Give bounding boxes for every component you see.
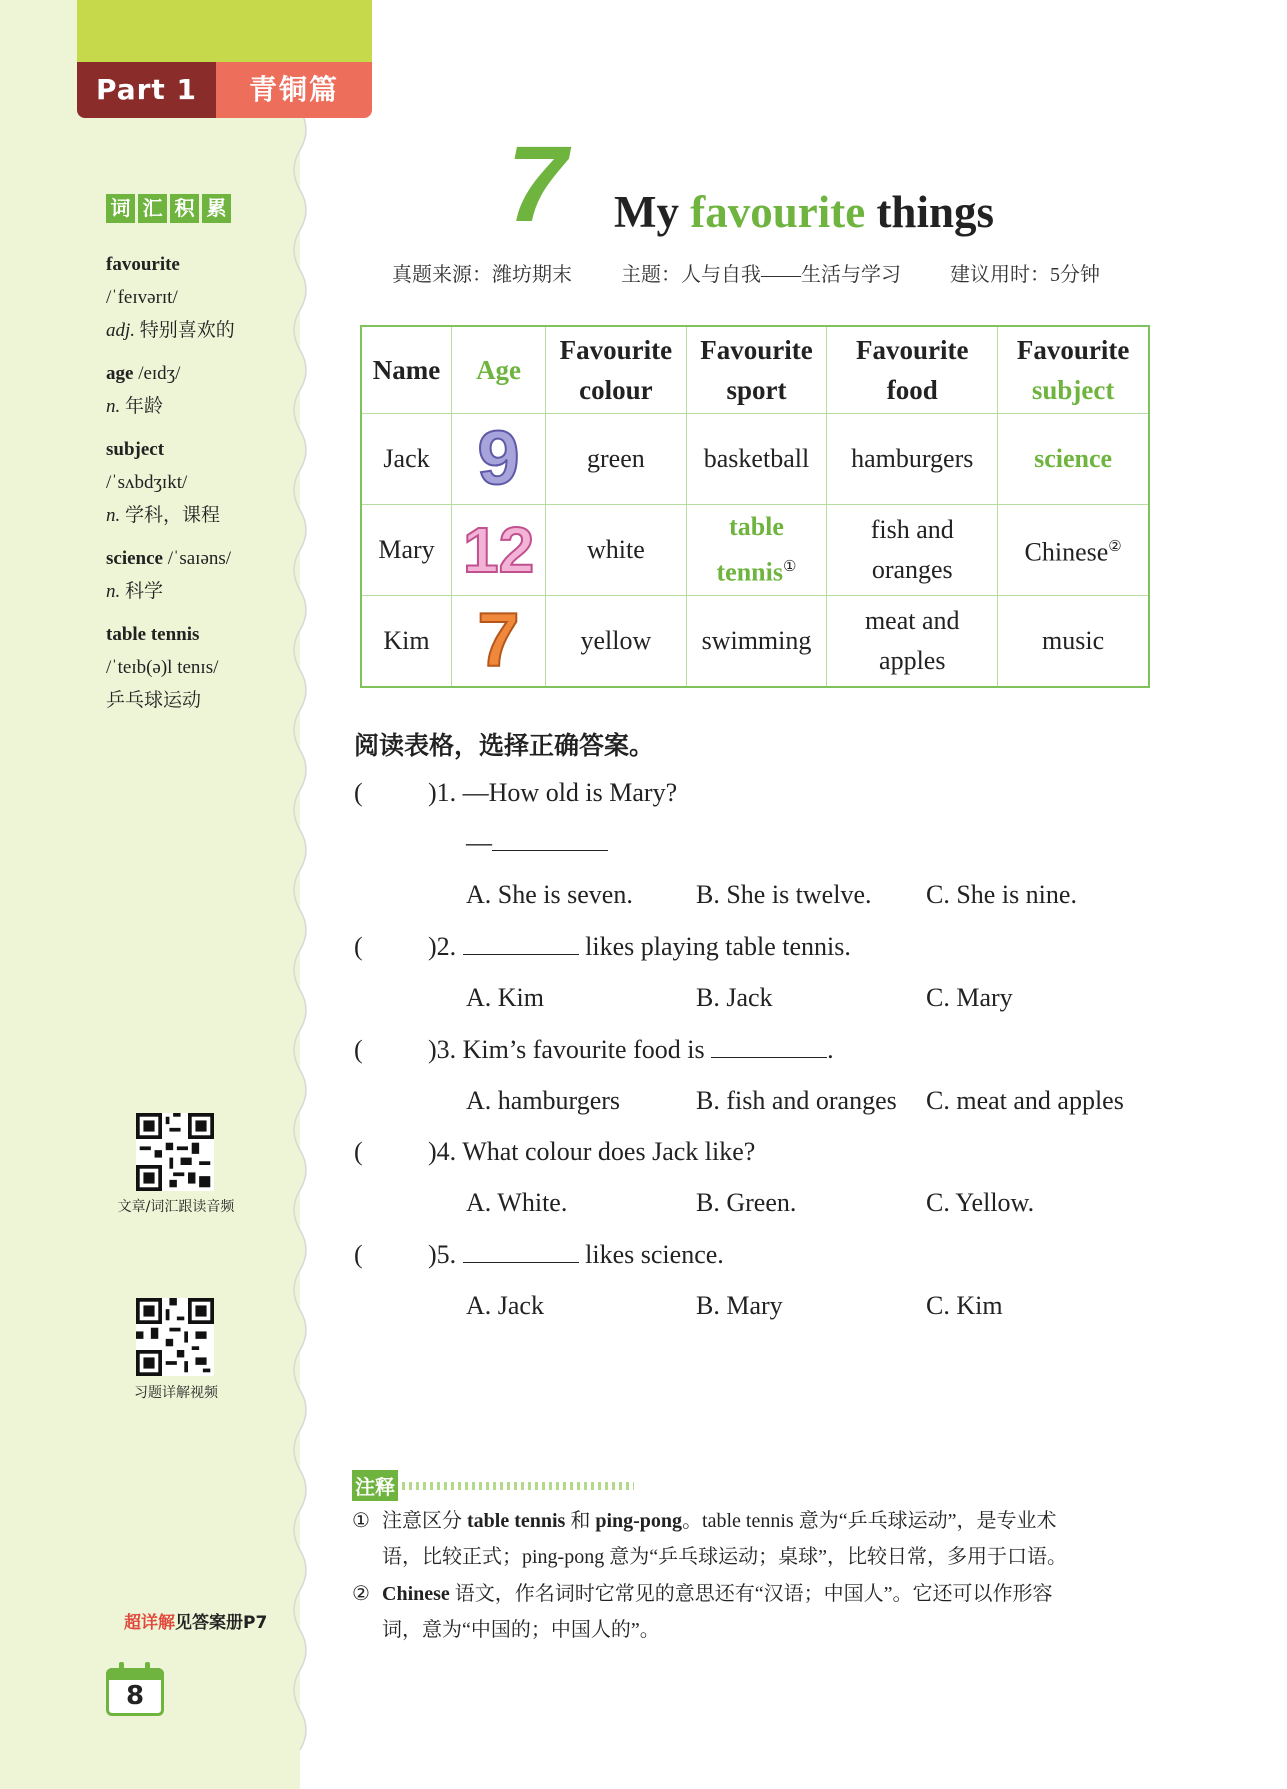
vocab-meaning: n. 年龄 bbox=[106, 396, 164, 417]
header-subject: Favourite subject bbox=[998, 326, 1149, 414]
table-row bbox=[361, 414, 1149, 505]
qr-code-icon[interactable] bbox=[136, 1113, 214, 1191]
cell-colour: yellow bbox=[546, 596, 687, 688]
q2-option-a[interactable]: A. Kim bbox=[466, 983, 544, 1012]
table-row bbox=[361, 596, 1149, 688]
qr1-label: 文章/词汇跟读音频 bbox=[117, 1199, 235, 1215]
q3-option-b[interactable]: B. fish and oranges bbox=[696, 1086, 897, 1115]
unit-title: My favourite things bbox=[614, 187, 994, 237]
vocab-entry bbox=[106, 433, 296, 532]
answer-note: 超详解见答案册P7 bbox=[124, 1613, 268, 1633]
meta-theme: 主题：人与自我——生活与学习 bbox=[621, 264, 901, 286]
q1-option-b[interactable]: B. She is twelve. bbox=[696, 880, 872, 909]
cell-name: Mary bbox=[361, 505, 452, 596]
instruction: 阅读表格，选择正确答案。 bbox=[354, 731, 655, 760]
vocab-word-line: science /ˈsaɪəns/ bbox=[106, 548, 232, 569]
vocab-word-line: age /eɪdʒ/ bbox=[106, 363, 181, 384]
age-figure: 9 bbox=[452, 414, 546, 505]
header-food: Favourite food bbox=[827, 326, 998, 414]
unit-number: 7 bbox=[507, 123, 568, 244]
part-name: 青铜篇 bbox=[216, 62, 372, 118]
vocab-title bbox=[106, 194, 231, 223]
question-1: ( )1. —How old is Mary? bbox=[354, 778, 678, 807]
info-table bbox=[360, 325, 1150, 688]
age-figure: 7 bbox=[452, 596, 546, 688]
question-3: ( )3. Kim’s favourite food is . bbox=[354, 1035, 834, 1064]
cell-colour: green bbox=[546, 414, 687, 505]
question-2: ( )2. likes playing table tennis. bbox=[354, 932, 851, 961]
cell-food: hamburgers bbox=[827, 414, 998, 505]
qr-code-icon[interactable] bbox=[136, 1298, 214, 1376]
cell-sport: table tennis① bbox=[686, 505, 827, 596]
qr2-label: 习题详解视频 bbox=[134, 1385, 218, 1401]
vocab-meaning: adj. 特别喜欢的 bbox=[106, 320, 235, 341]
q5-option-a[interactable]: A. Jack bbox=[466, 1291, 544, 1320]
cell-sport: swimming bbox=[686, 596, 827, 688]
cell-sport: basketball bbox=[686, 414, 827, 505]
question-5: ( )5. likes science. bbox=[354, 1240, 724, 1269]
q4-option-c[interactable]: C. Yellow. bbox=[926, 1188, 1035, 1217]
q5-option-b[interactable]: B. Mary bbox=[696, 1291, 783, 1320]
vocab-title-char: 累 bbox=[202, 194, 231, 223]
note-2: ② Chinese 语文，作名词时它常见的意思还有“汉语；中国人”。它还可以作形容 词，意为“中国的；中国人的”。 bbox=[352, 1583, 1053, 1641]
vocab-entry bbox=[106, 618, 296, 717]
table-row bbox=[361, 505, 1149, 596]
vocab-title-char: 词 bbox=[106, 194, 135, 223]
table-header-row bbox=[361, 326, 1149, 414]
meta-source: 真题来源：潍坊期末 bbox=[392, 264, 572, 286]
notes-dash-line bbox=[402, 1482, 634, 1490]
vocab-meaning: n. 学科，课程 bbox=[106, 505, 221, 526]
q2-option-c[interactable]: C. Mary bbox=[926, 983, 1013, 1012]
vocab-meaning: 乒乓球运动 bbox=[106, 690, 202, 711]
unit-meta bbox=[392, 258, 1144, 287]
vocab-word: table tennis bbox=[106, 624, 200, 645]
cell-subject: music bbox=[998, 596, 1149, 688]
header-colour: Favourite colour bbox=[546, 326, 687, 414]
notes-header bbox=[352, 1470, 634, 1501]
vocab-word: subject bbox=[106, 439, 165, 460]
q1-option-a[interactable]: A. She is seven. bbox=[466, 880, 633, 909]
cell-name: Kim bbox=[361, 596, 452, 688]
page-number: 8 bbox=[106, 1668, 164, 1716]
question-4: ( )4. What colour does Jack like? bbox=[354, 1137, 756, 1166]
answer-line-1[interactable]: — bbox=[466, 828, 608, 858]
q1-option-c[interactable]: C. She is nine. bbox=[926, 880, 1077, 909]
vocab-word: favourite bbox=[106, 254, 180, 275]
header-name: Name bbox=[361, 326, 452, 414]
cell-colour: white bbox=[546, 505, 687, 596]
cell-food: fish and oranges bbox=[827, 505, 998, 596]
vocab-phonetic: /ˈteɪb(ə)l tenɪs/ bbox=[106, 657, 219, 678]
header-sport: Favourite sport bbox=[686, 326, 827, 414]
q3-option-c[interactable]: C. meat and apples bbox=[926, 1086, 1124, 1115]
vocab-entry bbox=[106, 248, 296, 347]
cell-name: Jack bbox=[361, 414, 452, 505]
vocab-title-char: 积 bbox=[170, 194, 199, 223]
notes-title: 注释 bbox=[352, 1470, 398, 1501]
meta-time: 建议用时：5分钟 bbox=[950, 264, 1100, 286]
cell-subject: Chinese② bbox=[998, 505, 1149, 596]
vocab-meaning: n. 科学 bbox=[106, 581, 164, 602]
vocab-entry bbox=[106, 542, 296, 608]
q2-option-b[interactable]: B. Jack bbox=[696, 983, 773, 1012]
cell-subject: science bbox=[998, 414, 1149, 505]
q4-option-a[interactable]: A. White. bbox=[466, 1188, 568, 1217]
vocab-entry bbox=[106, 357, 296, 423]
header-age: Age bbox=[452, 326, 546, 414]
part-tab: Part 1 bbox=[77, 62, 216, 118]
q5-option-c[interactable]: C. Kim bbox=[926, 1291, 1003, 1320]
vocab-title-char: 汇 bbox=[138, 194, 167, 223]
header-green-band bbox=[77, 0, 372, 62]
q4-option-b[interactable]: B. Green. bbox=[696, 1188, 797, 1217]
q3-option-a[interactable]: A. hamburgers bbox=[466, 1086, 621, 1115]
cell-food: meat and apples bbox=[827, 596, 998, 688]
note-1: ① 注意区分 table tennis 和 ping-pong。table tennis 意为“乒乓球运动”，是专业术 语，比较正式；ping-pong 意为“乒乓球运动；桌球”，比较日常，多用于口语。 bbox=[352, 1510, 1067, 1568]
vocab-phonetic: /ˈfeɪvərɪt/ bbox=[106, 287, 178, 308]
age-figure: 12 bbox=[452, 505, 546, 596]
vocab-list bbox=[106, 244, 296, 717]
vocab-phonetic: /ˈsʌbdʒɪkt/ bbox=[106, 472, 188, 493]
